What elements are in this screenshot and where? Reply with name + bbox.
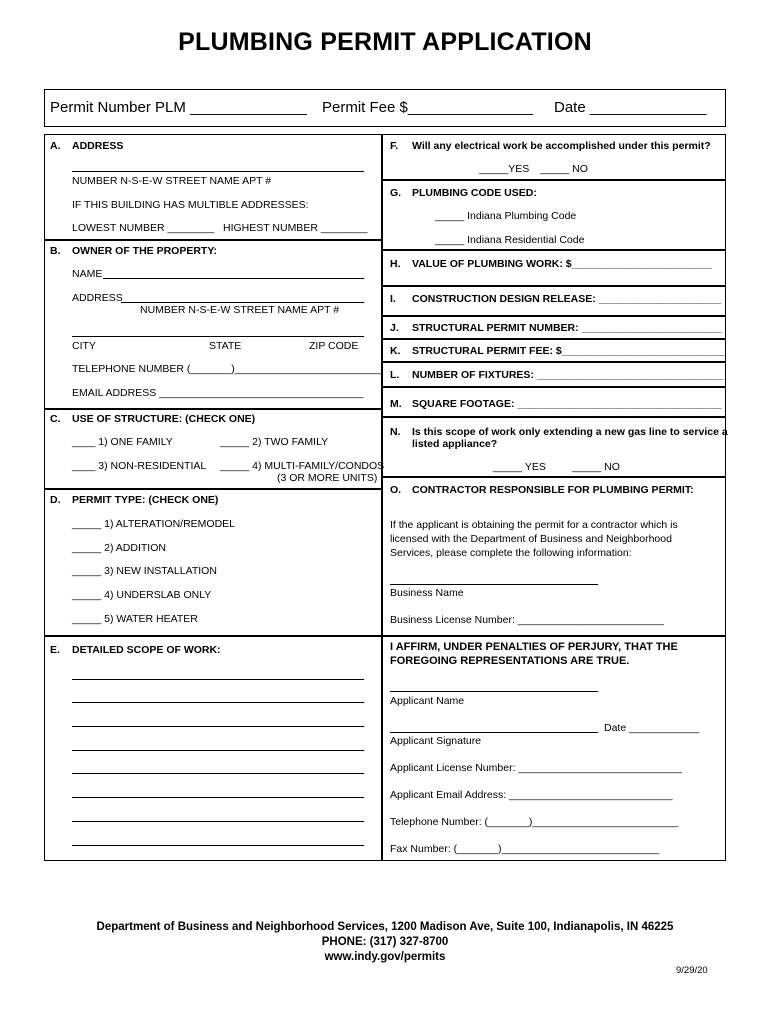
construction-design-release-field[interactable]: CONSTRUCTION DESIGN RELEASE: _____________________ bbox=[412, 293, 722, 305]
section-h-letter: H. bbox=[390, 258, 401, 270]
page-title: PLUMBING PERMIT APPLICATION bbox=[178, 28, 592, 56]
owner-address-sublabel: NUMBER N-S-E-W STREET NAME APT # bbox=[140, 304, 340, 316]
contractor-instructions: If the applicant is obtaining the permit for a contractor which is licensed with the Department of Business and Neighborhood Services, please complete the following information: bbox=[390, 519, 678, 559]
owner-email-field[interactable]: EMAIL ADDRESS ___________________________________ bbox=[72, 387, 364, 399]
permit-number-field[interactable]: Permit Number PLM ______________ bbox=[50, 99, 307, 116]
owner-address-label: ADDRESS bbox=[72, 292, 123, 304]
owner-zip-label: ZIP CODE bbox=[309, 340, 359, 352]
business-license-field[interactable]: Business License Number: _________________________ bbox=[390, 614, 664, 626]
owner-address-line[interactable] bbox=[121, 302, 364, 303]
applicant-name-line[interactable] bbox=[390, 691, 598, 692]
section-n-title-line2: listed appliance? bbox=[412, 438, 498, 450]
section-n-letter: N. bbox=[390, 426, 401, 438]
section-n-title-line1: Is this scope of work only extending a new gas line to service a bbox=[412, 426, 728, 438]
scope-line-3[interactable] bbox=[72, 726, 364, 727]
indiana-plumbing-code-option[interactable]: _____ Indiana Plumbing Code bbox=[435, 210, 577, 222]
owner-telephone-field[interactable]: TELEPHONE NUMBER (_______)_________________________ bbox=[72, 363, 381, 375]
header-date-field[interactable]: Date ______________ bbox=[554, 99, 707, 116]
scope-line-6[interactable] bbox=[72, 797, 364, 798]
section-k-letter: K. bbox=[390, 345, 401, 357]
gas-line-yes-option[interactable]: _____ YES bbox=[493, 461, 546, 473]
section-e-letter: E. bbox=[50, 644, 60, 656]
owner-city-label: CITY bbox=[72, 340, 96, 352]
square-footage-field[interactable]: SQUARE FOOTAGE: ___________________________________ bbox=[412, 398, 722, 410]
scope-line-8[interactable] bbox=[72, 845, 364, 846]
electrical-yes-option[interactable]: _____YES bbox=[479, 163, 530, 175]
section-g-letter: G. bbox=[390, 187, 402, 199]
section-d-letter: D. bbox=[50, 494, 61, 506]
section-f-letter: F. bbox=[390, 140, 399, 152]
plumbing-value-field[interactable]: VALUE OF PLUMBING WORK: $________________________ bbox=[412, 258, 712, 270]
use-two-family-option[interactable]: _____ 2) TWO FAMILY bbox=[220, 436, 329, 448]
owner-name-label: NAME bbox=[72, 268, 103, 280]
applicant-name-label: Applicant Name bbox=[390, 695, 465, 707]
applicant-signature-label: Applicant Signature bbox=[390, 735, 482, 747]
indiana-residential-code-option[interactable]: _____ Indiana Residential Code bbox=[435, 234, 585, 246]
use-multi-family-note: (3 OR MORE UNITS) bbox=[277, 472, 378, 484]
section-l-letter: L. bbox=[390, 369, 400, 381]
lowest-number-field[interactable]: LOWEST NUMBER ________ bbox=[72, 222, 215, 234]
affirmation-text-line1: I AFFIRM, UNDER PENALTIES OF PERJURY, THAT THE bbox=[390, 641, 678, 653]
permit-fee-field[interactable]: Permit Fee $_______________ bbox=[322, 99, 533, 116]
section-j-letter: J. bbox=[390, 322, 399, 334]
scope-line-5[interactable] bbox=[72, 773, 364, 774]
section-i-letter: I. bbox=[390, 293, 396, 305]
section-e-title: DETAILED SCOPE OF WORK: bbox=[72, 644, 221, 656]
highest-number-field[interactable]: HIGHEST NUMBER ________ bbox=[223, 222, 368, 234]
section-a-title: ADDRESS bbox=[72, 140, 124, 152]
applicant-telephone-field[interactable]: Telephone Number: (_______)_________________________ bbox=[390, 816, 679, 828]
signature-date-field[interactable]: Date ____________ bbox=[604, 722, 700, 734]
address-line[interactable] bbox=[72, 171, 364, 172]
business-name-label: Business Name bbox=[390, 587, 464, 599]
gas-line-no-option[interactable]: _____ NO bbox=[572, 461, 620, 473]
scope-line-4[interactable] bbox=[72, 750, 364, 751]
footer-website: www.indy.gov/permits bbox=[324, 951, 446, 963]
section-d-title: PERMIT TYPE: (CHECK ONE) bbox=[72, 494, 219, 506]
applicant-license-field[interactable]: Applicant License Number: ____________________________ bbox=[390, 762, 682, 774]
owner-state-label: STATE bbox=[209, 340, 242, 352]
affirmation-text-line2: FOREGOING REPRESENTATIONS ARE TRUE. bbox=[390, 655, 630, 667]
section-e-box bbox=[44, 636, 382, 861]
applicant-signature-line[interactable] bbox=[390, 732, 598, 733]
section-a-letter: A. bbox=[50, 140, 61, 152]
use-non-residential-option[interactable]: ____ 3) NON-RESIDENTIAL bbox=[72, 460, 207, 472]
section-o-title: CONTRACTOR RESPONSIBLE FOR PLUMBING PERMIT: bbox=[412, 484, 694, 496]
multiple-addresses-label: IF THIS BUILDING HAS MULTIBLE ADDRESSES: bbox=[72, 199, 309, 211]
section-b-letter: B. bbox=[50, 245, 61, 257]
scope-line-7[interactable] bbox=[72, 821, 364, 822]
scope-line-2[interactable] bbox=[72, 702, 364, 703]
permit-underslab-option[interactable]: _____ 4) UNDERSLAB ONLY bbox=[72, 589, 212, 601]
use-one-family-option[interactable]: ____ 1) ONE FAMILY bbox=[72, 436, 173, 448]
section-c-title: USE OF STRUCTURE: (CHECK ONE) bbox=[72, 413, 256, 425]
number-of-fixtures-field[interactable]: NUMBER OF FIXTURES: ________________________________ bbox=[412, 369, 724, 381]
section-c-letter: C. bbox=[50, 413, 61, 425]
section-b-title: OWNER OF THE PROPERTY: bbox=[72, 245, 218, 257]
footer-phone: PHONE: (317) 327-8700 bbox=[321, 936, 449, 948]
form-version-date: 9/29/20 bbox=[676, 965, 708, 976]
applicant-fax-field[interactable]: Fax Number: (_______)___________________________ bbox=[390, 843, 660, 855]
owner-city-line[interactable] bbox=[72, 336, 364, 337]
address-sublabel: NUMBER N-S-E-W STREET NAME APT # bbox=[72, 175, 272, 187]
permit-alteration-option[interactable]: _____ 1) ALTERATION/REMODEL bbox=[72, 518, 236, 530]
business-name-line[interactable] bbox=[390, 584, 598, 585]
scope-line-1[interactable] bbox=[72, 679, 364, 680]
footer-department: Department of Business and Neighborhood Services, 1200 Madison Ave, Suite 100, Indianapolis, IN 46225 bbox=[96, 921, 674, 933]
section-g-title: PLUMBING CODE USED: bbox=[412, 187, 537, 199]
electrical-no-option[interactable]: _____ NO bbox=[540, 163, 588, 175]
permit-new-installation-option[interactable]: _____ 3) NEW INSTALLATION bbox=[72, 565, 217, 577]
structural-permit-number-field[interactable]: STRUCTURAL PERMIT NUMBER: ________________________ bbox=[412, 322, 722, 334]
owner-name-line[interactable] bbox=[103, 278, 364, 279]
use-multi-family-option[interactable]: _____ 4) MULTI-FAMILY/CONDOS bbox=[220, 460, 385, 472]
section-m-letter: M. bbox=[390, 398, 402, 410]
section-o-letter: O. bbox=[390, 484, 402, 496]
permit-water-heater-option[interactable]: _____ 5) WATER HEATER bbox=[72, 613, 198, 625]
section-f-title: Will any electrical work be accomplished under this permit? bbox=[412, 140, 711, 152]
structural-permit-fee-field[interactable]: STRUCTURAL PERMIT FEE: $____________________________ bbox=[412, 345, 726, 357]
applicant-email-field[interactable]: Applicant Email Address: ____________________________ bbox=[390, 789, 673, 801]
section-b-box bbox=[44, 240, 382, 409]
permit-addition-option[interactable]: _____ 2) ADDITION bbox=[72, 542, 166, 554]
